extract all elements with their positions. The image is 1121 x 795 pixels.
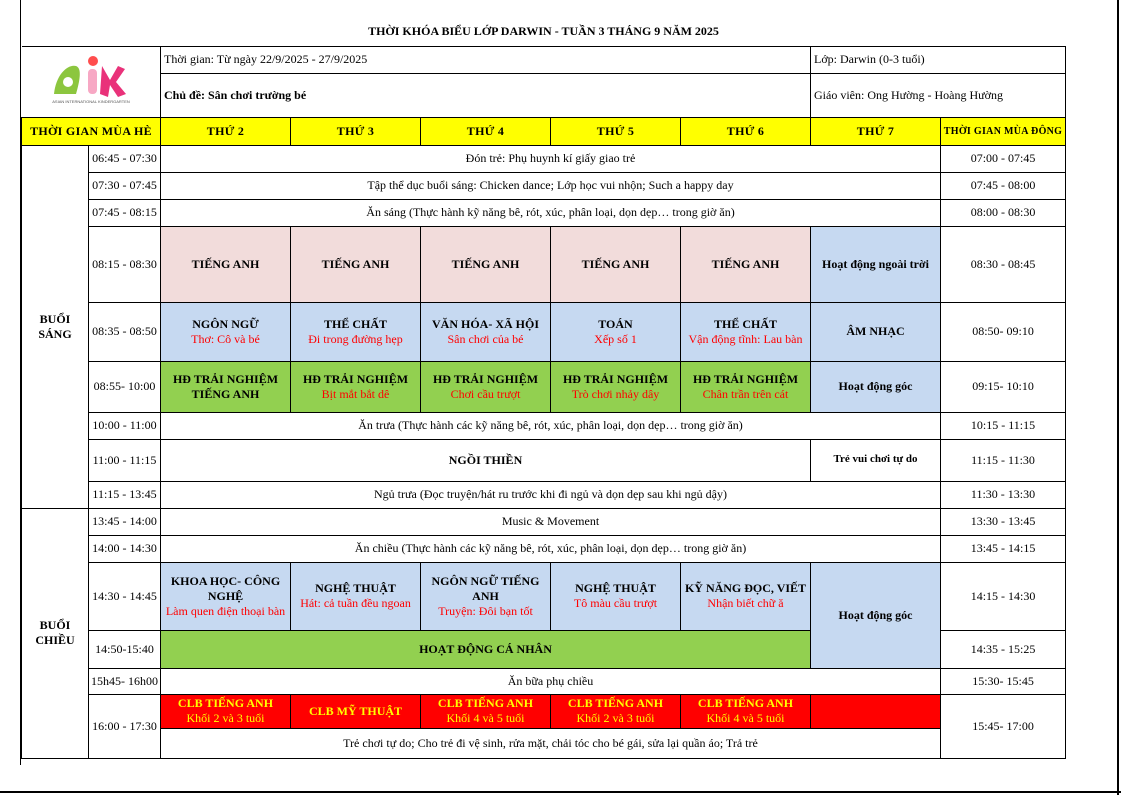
subject-title: KỸ NĂNG ĐỌC, VIẾT <box>684 581 807 595</box>
subject-detail: Sân chơi của bé <box>447 331 524 346</box>
summer-time: 07:30 - 07:45 <box>89 172 161 199</box>
summer-time: 11:15 - 13:45 <box>89 481 161 508</box>
experience-cell <box>291 361 421 412</box>
summer-time: 08:15 - 08:30 <box>89 226 161 302</box>
summer-time: 13:45 - 14:00 <box>89 508 161 535</box>
subject-cell <box>161 562 291 630</box>
club-title: CLB MỸ THUẬT <box>308 703 403 718</box>
subject-cell <box>291 562 421 630</box>
winter-time: 15:45- 17:00 <box>941 694 1066 758</box>
subject-cell: Hoạt động góc <box>811 562 941 668</box>
subject-cell: TIẾNG ANH <box>161 226 291 302</box>
class-name: Lớp: Darwin (0-3 tuổi) <box>811 46 1066 73</box>
summer-time: 14:00 - 14:30 <box>89 535 161 562</box>
summer-time: 06:45 - 07:30 <box>89 145 161 172</box>
summer-time: 07:45 - 08:15 <box>89 199 161 226</box>
subject-title: NGHỆ THUẬT <box>315 581 396 595</box>
club-title: CLB TIẾNG ANH <box>697 696 794 710</box>
subject-title: THỂ CHẤT <box>713 316 777 331</box>
winter-time: 09:15- 10:10 <box>941 361 1066 412</box>
individual-activity-cell: HOẠT ĐỘNG CÁ NHÂN <box>161 630 811 668</box>
col-day-thu: THỨ 5 <box>551 117 681 145</box>
subject-title: NGÔN NGỮ <box>192 316 259 331</box>
subject-cell <box>421 562 551 630</box>
club-cell <box>551 694 681 728</box>
winter-time: 14:35 - 15:25 <box>941 630 1066 668</box>
subject-title: NGHỆ THUẬT <box>575 581 656 595</box>
col-day-fri: THỨ 6 <box>681 117 811 145</box>
experience-detail: Trò chơi nhảy dây <box>571 386 660 401</box>
col-summer-time: THỜI GIAN MÙA HÈ <box>22 117 161 145</box>
winter-time: 08:50- 09:10 <box>941 302 1066 361</box>
subject-cell: TIẾNG ANH <box>551 226 681 302</box>
experience-cell <box>681 361 811 412</box>
col-day-wed: THỨ 4 <box>421 117 551 145</box>
subject-cell <box>681 302 811 361</box>
subject-title: TOÁN <box>598 316 633 331</box>
winter-time: 08:00 - 08:30 <box>941 199 1066 226</box>
summer-time: 08:35 - 08:50 <box>89 302 161 361</box>
winter-time: 11:30 - 13:30 <box>941 481 1066 508</box>
subject-cell: Hoạt động ngoài trời <box>811 226 941 302</box>
subject-detail: Nhận biết chữ ă <box>707 596 784 610</box>
col-day-tue: THỨ 3 <box>291 117 421 145</box>
club-detail: Khối 4 và 5 tuổi <box>706 711 785 725</box>
club-cell <box>681 694 811 728</box>
winter-time: 15:30- 15:45 <box>941 668 1066 694</box>
activity-full-row: Ăn bữa phụ chiều <box>161 668 941 694</box>
frame-bottom-border <box>0 791 1121 793</box>
subject-cell: ÂM NHẠC <box>811 302 941 361</box>
winter-time: 08:30 - 08:45 <box>941 226 1066 302</box>
subject-detail: Vận động tĩnh: Lau bàn <box>688 331 803 346</box>
theme: Chủ đề: Sân chơi trường bé <box>161 73 811 117</box>
aik-logo-icon <box>46 52 136 108</box>
subject-title: VĂN HÓA- XÃ HỘI <box>432 316 539 331</box>
experience-detail: Chân trần trên cát <box>702 386 789 401</box>
experience-cell <box>551 361 681 412</box>
winter-time: 10:15 - 11:15 <box>941 412 1066 439</box>
activity-full-row: Ăn sáng (Thực hành kỹ năng bê, rót, xúc, phân loại, dọn dẹp… trong giờ ăn) <box>161 199 941 226</box>
experience-detail: Chơi cầu trượt <box>450 386 521 401</box>
club-detail: Khối 4 và 5 tuổi <box>446 711 525 725</box>
col-day-sat: THỨ 7 <box>811 117 941 145</box>
subject-cell <box>421 302 551 361</box>
subject-detail: Thơ: Cô và bé <box>191 331 260 346</box>
summer-time: 08:55- 10:00 <box>89 361 161 412</box>
free-play-cell: Trẻ vui chơi tự do <box>811 439 941 481</box>
summer-time: 14:30 - 14:45 <box>89 562 161 630</box>
session-afternoon: BUỔI CHIỀU <box>22 508 89 758</box>
subject-cell <box>551 302 681 361</box>
col-winter-time: THỜI GIAN MÙA ĐÔNG <box>941 117 1066 145</box>
activity-full-row: Tập thể dục buổi sáng: Chicken dance; Lớp học vui nhộn; Such a happy day <box>161 172 941 199</box>
activity-full-row: Đón trẻ: Phụ huynh kí giấy giao trẻ <box>161 145 941 172</box>
subject-cell: TIẾNG ANH <box>681 226 811 302</box>
winter-time: 14:15 - 14:30 <box>941 562 1066 630</box>
activity-full-row: Music & Movement <box>161 508 941 535</box>
subject-cell: TIẾNG ANH <box>291 226 421 302</box>
page-title: THỜI KHÓA BIỂU LỚP DARWIN - TUẦN 3 THÁNG 9 NĂM 2025 <box>22 17 1066 46</box>
subject-title: THỂ CHẤT <box>323 316 387 331</box>
winter-time: 13:30 - 13:45 <box>941 508 1066 535</box>
club-title: CLB TIẾNG ANH <box>437 696 534 710</box>
club-detail: Khối 2 và 3 tuổi <box>576 711 655 725</box>
experience-title: HĐ TRẢI NGHIỆM <box>302 371 409 386</box>
winter-time: 07:00 - 07:45 <box>941 145 1066 172</box>
club-cell <box>291 694 421 728</box>
summer-time: 14:50-15:40 <box>89 630 161 668</box>
experience-title: HĐ TRẢI NGHIỆM <box>692 371 799 386</box>
teachers: Giáo viên: Ong Hường - Hoàng Hường <box>811 73 1066 117</box>
activity-full-row: Ăn trưa (Thực hành các kỹ năng bê, rót, xúc, phân loại, dọn dẹp… trong giờ ăn) <box>161 412 941 439</box>
subject-detail: Đi trong đường hẹp <box>308 331 403 346</box>
summer-time: 15h45- 16h00 <box>89 668 161 694</box>
experience-title: HĐ TRẢI NGHIỆM <box>562 371 669 386</box>
experience-detail: Bịt mắt bắt dê <box>321 386 390 401</box>
winter-time: 07:45 - 08:00 <box>941 172 1066 199</box>
subject-detail: Tô màu cầu trượt <box>573 596 658 610</box>
subject-cell <box>161 302 291 361</box>
club-cell-empty <box>811 694 941 728</box>
col-day-mon: THỨ 2 <box>161 117 291 145</box>
subject-detail: Hát: cả tuần đều ngoan <box>300 596 411 610</box>
subject-cell <box>291 302 421 361</box>
summer-time: 11:00 - 11:15 <box>89 439 161 481</box>
summer-time: 16:00 - 17:30 <box>89 694 161 758</box>
subject-cell: TIẾNG ANH <box>421 226 551 302</box>
meditation-cell: NGỒI THIỀN <box>161 439 811 481</box>
club-cell <box>161 694 291 728</box>
timetable <box>21 17 1066 759</box>
club-detail: Khối 2 và 3 tuổi <box>186 711 265 725</box>
club-cell <box>421 694 551 728</box>
winter-time: 13:45 - 14:15 <box>941 535 1066 562</box>
subject-detail: Xếp số 1 <box>594 331 637 346</box>
time-range: Thời gian: Từ ngày 22/9/2025 - 27/9/2025 <box>161 46 811 73</box>
frame-right-border <box>1117 0 1119 795</box>
subject-title: NGÔN NGỮ TIẾNG ANH <box>431 573 540 603</box>
summer-time: 10:00 - 11:00 <box>89 412 161 439</box>
subject-title: KHOA HỌC- CÔNG NGHỆ <box>170 573 281 603</box>
experience-cell: HĐ TRẢI NGHIỆM TIẾNG ANH <box>161 361 291 412</box>
subject-detail: Làm quen điện thoại bàn <box>165 603 286 618</box>
subject-cell <box>551 562 681 630</box>
session-morning: BUỔI SÁNG <box>22 145 89 508</box>
club-title: CLB TIẾNG ANH <box>567 696 664 710</box>
winter-time: 11:15 - 11:30 <box>941 439 1066 481</box>
logo <box>22 46 161 117</box>
logo-caption: ASIAN INTERNATIONAL KINDERGARTEN <box>52 98 130 104</box>
subject-cell: Hoạt động góc <box>811 361 941 412</box>
subject-detail: Truyện: Đôi bạn tốt <box>438 603 533 618</box>
activity-full-row: Trẻ chơi tự do; Cho trẻ đi vệ sinh, rửa mặt, chải tóc cho bé gái, sửa lại quần áo; Trả trẻ <box>161 728 941 758</box>
experience-cell <box>421 361 551 412</box>
experience-title: HĐ TRẢI NGHIỆM <box>432 371 539 386</box>
activity-full-row: Ăn chiều (Thực hành các kỹ năng bê, rót, xúc, phân loại, dọn dẹp… trong giờ ăn) <box>161 535 941 562</box>
subject-cell <box>681 562 811 630</box>
club-title: CLB TIẾNG ANH <box>177 696 274 710</box>
activity-full-row: Ngủ trưa (Đọc truyện/hát ru trước khi đi ngủ và dọn dẹp sau khi ngủ dậy) <box>161 481 941 508</box>
